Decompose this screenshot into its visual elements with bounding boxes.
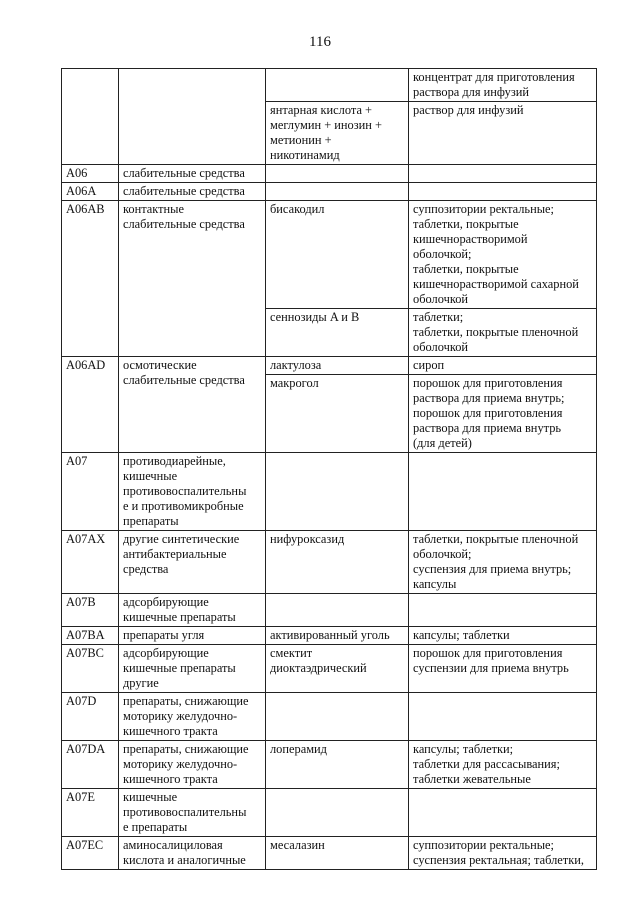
group-name-cell: слабительные средства: [119, 183, 266, 201]
dosage-form-cell: таблетки; таблетки, покрытые пленочной оболочкой: [409, 309, 597, 357]
table-row: [62, 594, 597, 627]
drug-name-cell: [266, 183, 409, 201]
table-row: [62, 693, 597, 741]
group-name-cell: аминосалициловая кислота и аналогичные: [119, 837, 266, 870]
page-number: 116: [309, 34, 331, 50]
group-name-cell: препараты угля: [119, 627, 266, 645]
table-row: [62, 183, 597, 201]
drug-classification-table: [61, 68, 597, 870]
dosage-form-cell: капсулы; таблетки: [409, 627, 597, 645]
table-row: [62, 357, 597, 375]
group-name-cell: [119, 69, 266, 165]
group-name-cell: препараты, снижающие моторику желудочно- кишечного тракта: [119, 741, 266, 789]
drug-name-cell: макрогол: [266, 375, 409, 453]
drug-name-cell: лоперамид: [266, 741, 409, 789]
atc-code-cell: A07EC: [62, 837, 119, 870]
atc-code-cell: A07: [62, 453, 119, 531]
atc-code-cell: [62, 69, 119, 165]
dosage-form-cell: таблетки, покрытые пленочной оболочкой; суспензия для приема внутрь; капсулы: [409, 531, 597, 594]
group-name-cell: кишечные противовоспалительны е препараты: [119, 789, 266, 837]
drug-name-cell: [266, 453, 409, 531]
dosage-form-cell: суппозитории ректальные; таблетки, покрытые кишечнорастворимой оболочкой; таблетки, покрытые кишечнорастворимой сахарной оболочкой: [409, 201, 597, 309]
table-row: [62, 645, 597, 693]
dosage-form-cell: [409, 183, 597, 201]
atc-code-cell: A06A: [62, 183, 119, 201]
dosage-form-cell: раствор для инфузий: [409, 102, 597, 165]
drug-name-cell: [266, 693, 409, 741]
table-row: [62, 453, 597, 531]
dosage-form-cell: [409, 789, 597, 837]
table-row: [62, 531, 597, 594]
drug-name-cell: смектит диоктаэдрический: [266, 645, 409, 693]
dosage-form-cell: [409, 594, 597, 627]
group-name-cell: адсорбирующие кишечные препараты: [119, 594, 266, 627]
group-name-cell: адсорбирующие кишечные препараты другие: [119, 645, 266, 693]
atc-code-cell: A07AX: [62, 531, 119, 594]
drug-name-cell: [266, 789, 409, 837]
atc-code-cell: A07BA: [62, 627, 119, 645]
group-name-cell: контактные слабительные средства: [119, 201, 266, 357]
atc-code-cell: A06AB: [62, 201, 119, 357]
drug-name-cell: [266, 69, 409, 102]
atc-code-cell: A06AD: [62, 357, 119, 453]
drug-name-cell: янтарная кислота + меглумин + инозин + метионин + никотинамид: [266, 102, 409, 165]
table-row: [62, 165, 597, 183]
table-row: [62, 627, 597, 645]
dosage-form-cell: [409, 165, 597, 183]
dosage-form-cell: сироп: [409, 357, 597, 375]
dosage-form-cell: порошок для приготовления раствора для приема внутрь; порошок для приготовления раствора для приема внутрь (для детей): [409, 375, 597, 453]
drug-name-cell: активированный уголь: [266, 627, 409, 645]
group-name-cell: препараты, снижающие моторику желудочно- кишечного тракта: [119, 693, 266, 741]
drug-name-cell: сеннозиды A и B: [266, 309, 409, 357]
table-row: [62, 837, 597, 870]
atc-code-cell: A06: [62, 165, 119, 183]
group-name-cell: противодиарейные, кишечные противовоспалительны е и противомикробные препараты: [119, 453, 266, 531]
dosage-form-cell: [409, 453, 597, 531]
group-name-cell: слабительные средства: [119, 165, 266, 183]
drug-name-cell: лактулоза: [266, 357, 409, 375]
group-name-cell: другие синтетические антибактериальные средства: [119, 531, 266, 594]
dosage-form-cell: порошок для приготовления суспензии для приема внутрь: [409, 645, 597, 693]
dosage-form-cell: суппозитории ректальные; суспензия ректальная; таблетки,: [409, 837, 597, 870]
dosage-form-cell: капсулы; таблетки; таблетки для рассасывания; таблетки жевательные: [409, 741, 597, 789]
table-row: [62, 789, 597, 837]
atc-code-cell: A07BC: [62, 645, 119, 693]
group-name-cell: осмотические слабительные средства: [119, 357, 266, 453]
drug-name-cell: месалазин: [266, 837, 409, 870]
dosage-form-cell: [409, 693, 597, 741]
drug-name-cell: [266, 594, 409, 627]
atc-code-cell: A07B: [62, 594, 119, 627]
dosage-form-cell: концентрат для приготовления раствора для инфузий: [409, 69, 597, 102]
atc-code-cell: A07D: [62, 693, 119, 741]
table-row: [62, 741, 597, 789]
drug-name-cell: бисакодил: [266, 201, 409, 309]
drug-name-cell: нифуроксазид: [266, 531, 409, 594]
drug-name-cell: [266, 165, 409, 183]
table-row: [62, 69, 597, 102]
table-row: [62, 201, 597, 309]
atc-code-cell: A07DA: [62, 741, 119, 789]
atc-code-cell: A07E: [62, 789, 119, 837]
